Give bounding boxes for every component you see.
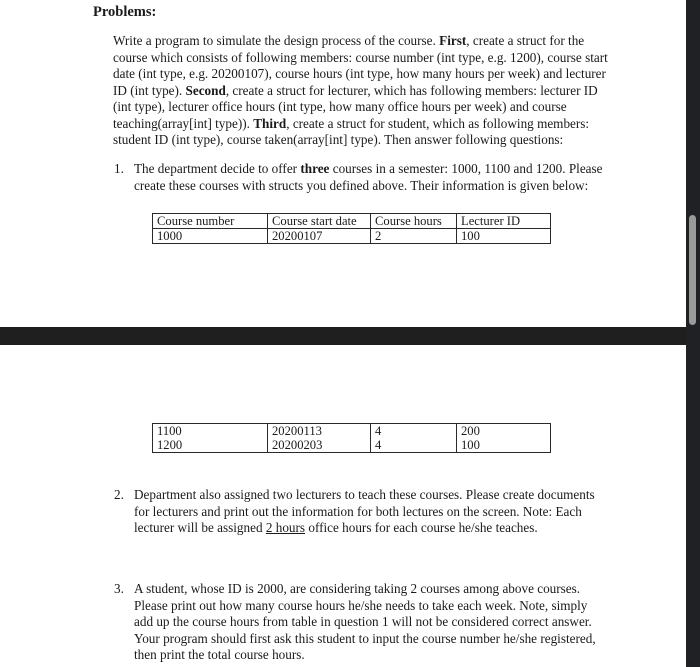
course-table-top — [152, 213, 551, 244]
intro-second: Second — [185, 82, 226, 98]
cell-start-dates — [268, 424, 371, 453]
question-3-text: A student, whose ID is 2000, are considering taking 2 courses among above courses. Please print out how many course hours he/she needs to take each week. Note, simply add up the course hours from table in question 1 will not be considered correct answer. Your program should first ask this student to input the course number he/she registered, then print the total course hours. — [134, 581, 596, 662]
question-2 — [114, 487, 604, 537]
cell-lecturer-id: 100 — [457, 229, 551, 244]
intro-text-3: , create a struct for lecturer, which has following members: lecturer ID (int type), lecturer office hours (int type, how many office hours per week) and course teaching(array[int] type)). — [113, 82, 598, 131]
question-2-hours: 2 hours — [265, 520, 306, 535]
cell-course-number: 1100 — [157, 424, 182, 438]
scrollbar-thumb[interactable] — [689, 215, 696, 325]
document-page-bottom — [0, 345, 686, 667]
header-course-hours: Course hours — [371, 214, 457, 229]
intro-third: Third — [253, 115, 287, 131]
intro-text-1: Write a program to simulate the design process of the course. — [113, 33, 440, 48]
question-1-number: 1. — [114, 161, 124, 176]
cell-lecturer-id: 200 — [461, 424, 480, 438]
header-lecturer-id: Lecturer ID — [457, 214, 551, 229]
intro-text-4: , create a struct for student, which as following members: student ID (int type), course taken(array[int] type). Then answer following questions: — [113, 115, 590, 147]
question-2-text-b: office hours for each course he/she teaches. — [305, 520, 538, 535]
question-1-three: three — [300, 161, 330, 176]
table-row — [153, 229, 551, 244]
header-course-start-date: Course start date — [268, 214, 371, 229]
table-row — [153, 424, 551, 453]
table-header-row — [153, 214, 551, 229]
question-1-text-a: The department decide to offer — [134, 161, 301, 176]
page-break — [0, 327, 686, 345]
course-table-continued — [152, 423, 551, 453]
intro-paragraph — [113, 33, 609, 149]
cell-course-hours: 4 — [375, 424, 382, 438]
question-2-number: 2. — [114, 487, 124, 502]
cell-course-number: 1200 — [157, 438, 183, 452]
cell-course-numbers — [153, 424, 268, 453]
cell-course-hours: 2 — [371, 229, 457, 244]
question-2-text-a: Department also assigned two lecturers to teach these courses. Please create documents for lecturers and print out the information for both lectures on the screen. Note: Each lecturer will be assigned — [134, 487, 595, 535]
question-3-number: 3. — [114, 581, 124, 596]
problems-heading: Problems: — [93, 4, 157, 20]
cell-course-hours-list — [371, 424, 457, 453]
cell-start-date: 20200203 — [272, 438, 323, 452]
question-3 — [114, 581, 604, 664]
cell-start-date: 20200113 — [272, 424, 322, 438]
question-1-text-b: courses in a semester: 1000, 1100 and 1200. Please create these courses with structs you defined above. Their information is given below: — [134, 161, 603, 193]
intro-text-2: , create a struct for the course which consists of following members: course number (int type, e.g. 1200), course start date (int type, e.g. 20200107), course hours (int type, how many hours per week) and lecturer ID (int type). — [113, 33, 608, 98]
intro-first: First — [439, 33, 467, 48]
cell-start-date: 20200107 — [268, 229, 371, 244]
document-page-top — [0, 0, 687, 327]
header-course-number: Course number — [153, 214, 268, 229]
viewer-scrollbar-track[interactable] — [686, 0, 700, 667]
cell-lecturer-ids — [457, 424, 551, 453]
question-1 — [114, 161, 604, 194]
cell-course-hours: 4 — [375, 438, 382, 452]
cell-lecturer-id: 100 — [461, 438, 480, 452]
cell-course-number: 1000 — [153, 229, 268, 244]
